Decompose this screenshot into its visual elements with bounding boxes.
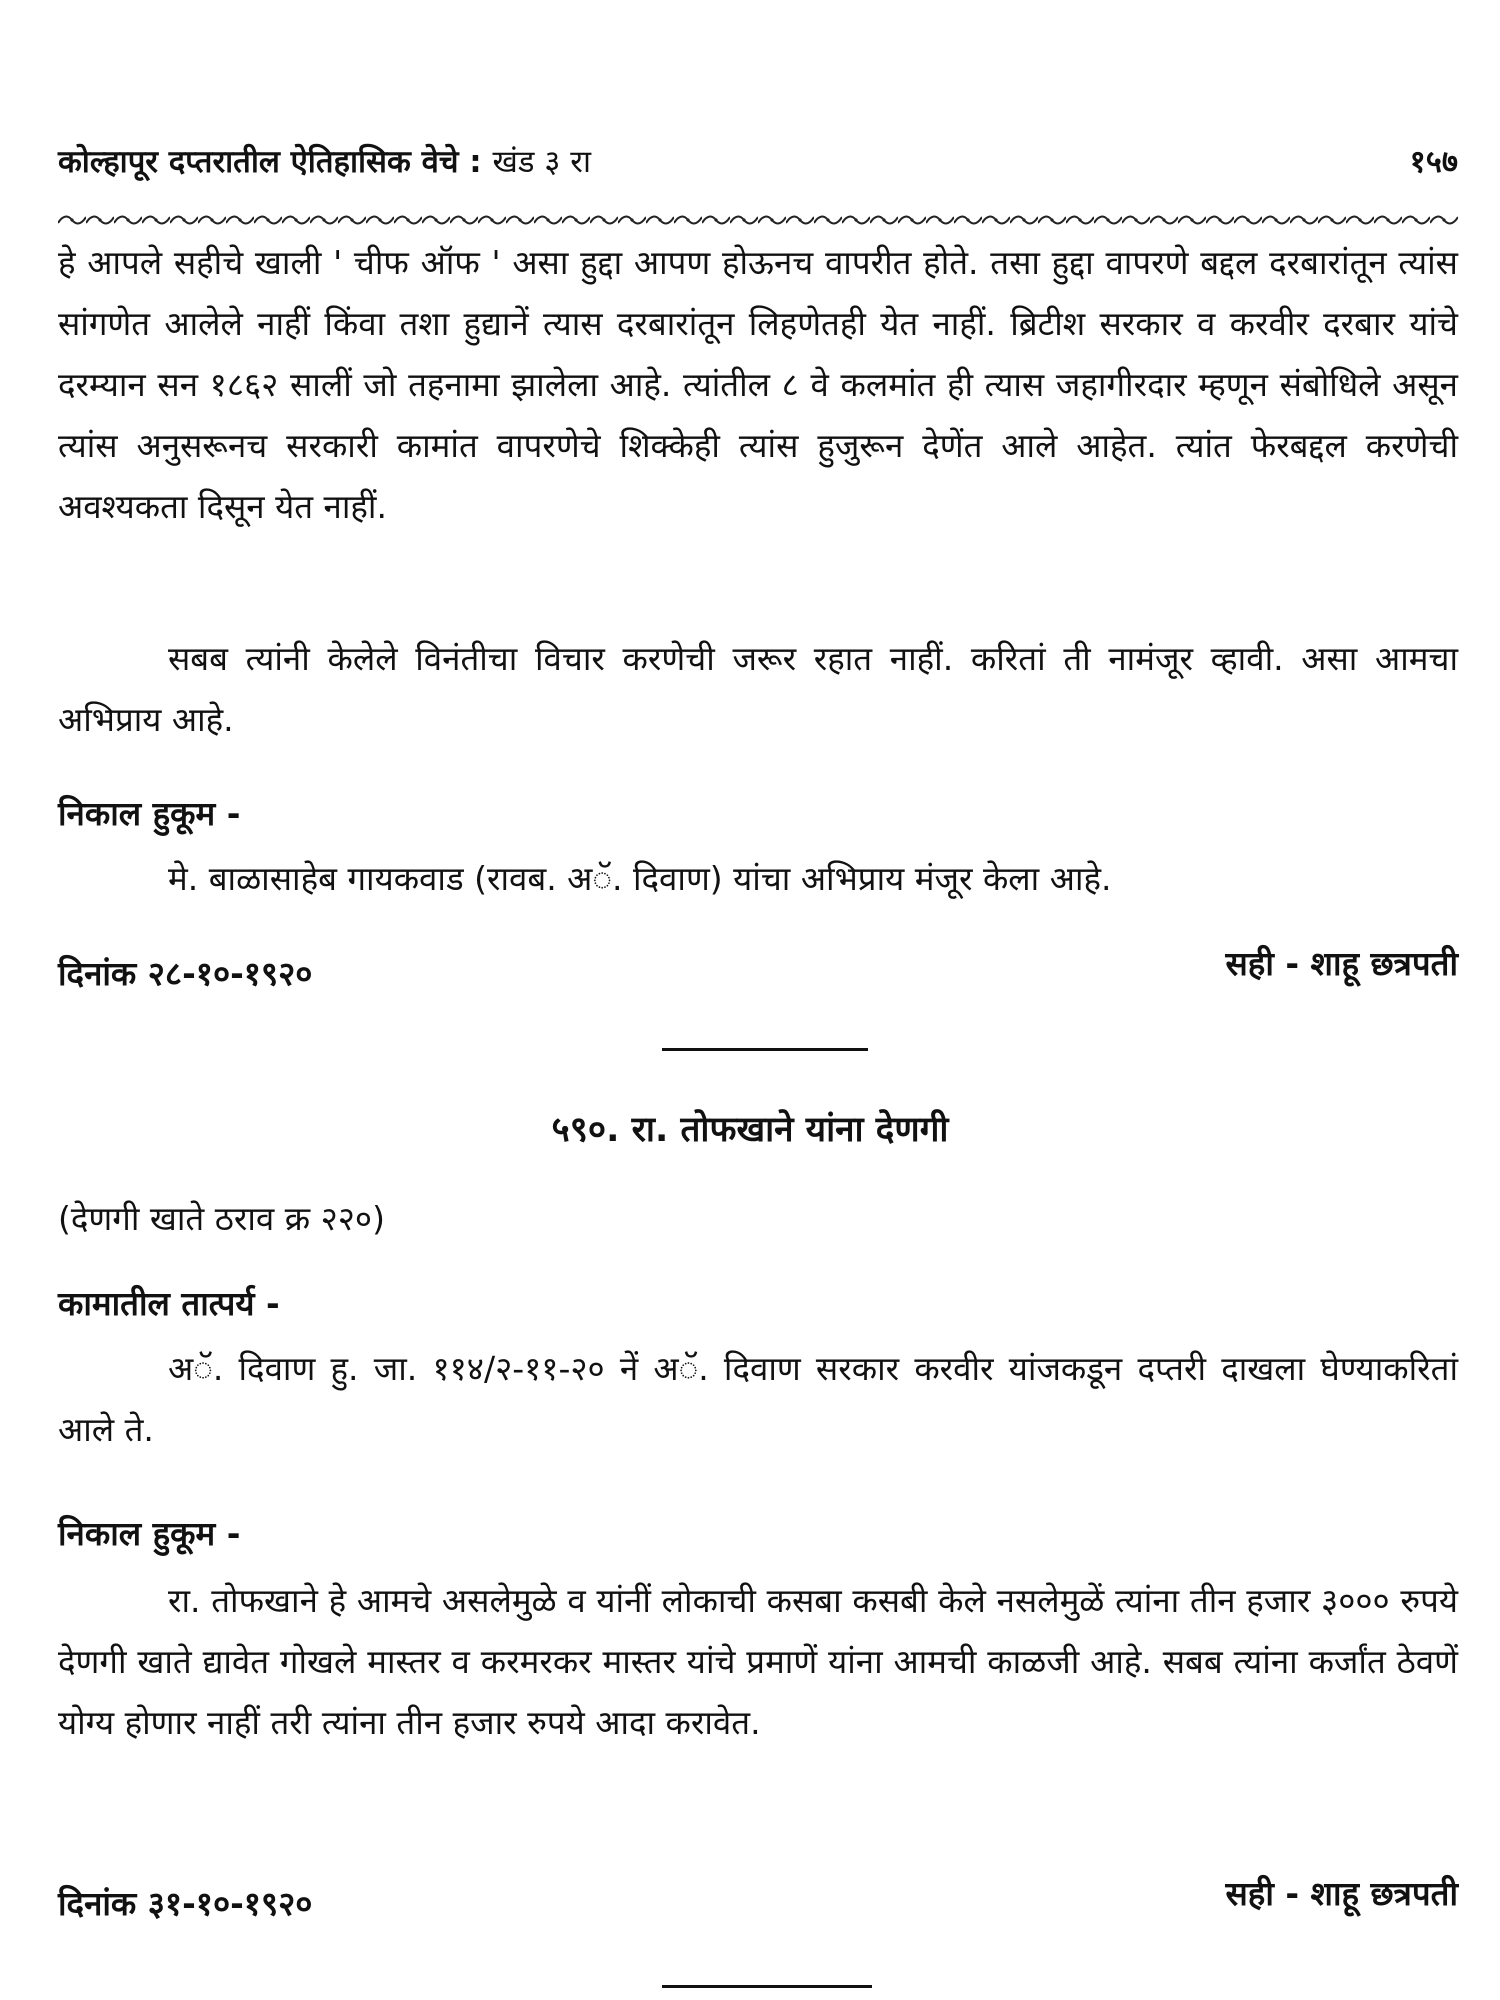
section-590-reference: (देणगी खाते ठराव क्र २२०) [58,1199,385,1238]
section-divider [662,1048,868,1051]
section-589-paragraph-2: सबब त्यांनी केलेले विनंतीचा विचार करणेची जरूर रहात नाहीं. करितां ती नामंजूर व्हावी. असा आमचा अभिप्राय आहे. [58,639,1458,739]
section-589-signature: सही - शाहू छत्रपती [1225,944,1458,983]
section-589-order-text: मे. बाळासाहेब गायकवाड (रावब. अॅ. दिवाण) यांचा अभिप्राय मंजूर केला आहे. [168,859,1112,898]
decorative-border-ornament [58,212,1458,228]
section-590-title: ५९०. रा. तोफखाने यांना देणगी [551,1110,949,1150]
section-590-date: दिनांक ३१-१०-१९२० [58,1884,313,1923]
section-590-signature: सही - शाहू छत्रपती [1225,1874,1458,1913]
section-590-summary-heading: कामातील तात्पर्य - [58,1284,280,1323]
section-589-paragraph-1: हे आपले सहीचे खाली ' चीफ ऑफ ' असा हुद्दा आपण होऊनच वापरीत होते. तसा हुद्दा वापरणे बद्दल दरबारांतून त्यांस सांगणेत आलेले नाहीं किंवा तशा हुद्यानें त्यास दरबारांतून लिहणेतही येत नाहीं. ब्रिटीश सरकार व करवीर दरबार यांचे दरम्यान सन १८६२ सालीं जो तहनामा झालेला आहे. त्यांतील ८ वे कलमांत ही त्यास जहागीरदार म्हणून संबोधिले असून त्यांस अनुसरूनच सरकारी कामांत वापरणेचे शिक्केही त्यांस हुजुरून देणेंत आले आहेत. त्यांत फेरबद्दल करणेची अवश्यकता दिसून येत नाहीं. [58,243,1458,526]
section-589-date: दिनांक २८-१०-१९२० [58,954,313,993]
section-590-order-heading: निकाल हुकूम - [58,1514,241,1553]
section-590-summary-text: अॅ. दिवाण हु. जा. ११४/२-११-२० नें अॅ. दिवाण सरकार करवीर यांजकडून दप्तरी दाखला घेण्याकरितां आले ते. [58,1349,1458,1449]
section-590-order-text: रा. तोफखाने हे आमचे असलेमुळे व यांनीं लोकाची कसबा कसबी केले नसलेमुळें त्यांना तीन हजार ३००० रुपये देणगी खाते द्यावेत गोखले मास्तर व करमरकर मास्तर यांचे प्रमाणें यांना आमची काळजी आहे. सबब त्यांना कर्जांत ठेवणें योग्य होणार नाहीं तरी त्यांना तीन हजार रुपये आदा करावेत. [58,1581,1458,1742]
book-title: कोल्हापूर दप्तरातील ऐतिहासिक वेचे : खंड ३ रा [58,144,591,180]
section-divider-bottom [662,1985,872,1988]
page-number: १५७ [1409,144,1458,180]
volume-label: खंड ३ रा [492,144,591,180]
running-head [58,140,1458,190]
section-589-order-heading: निकाल हुकूम - [58,794,241,833]
